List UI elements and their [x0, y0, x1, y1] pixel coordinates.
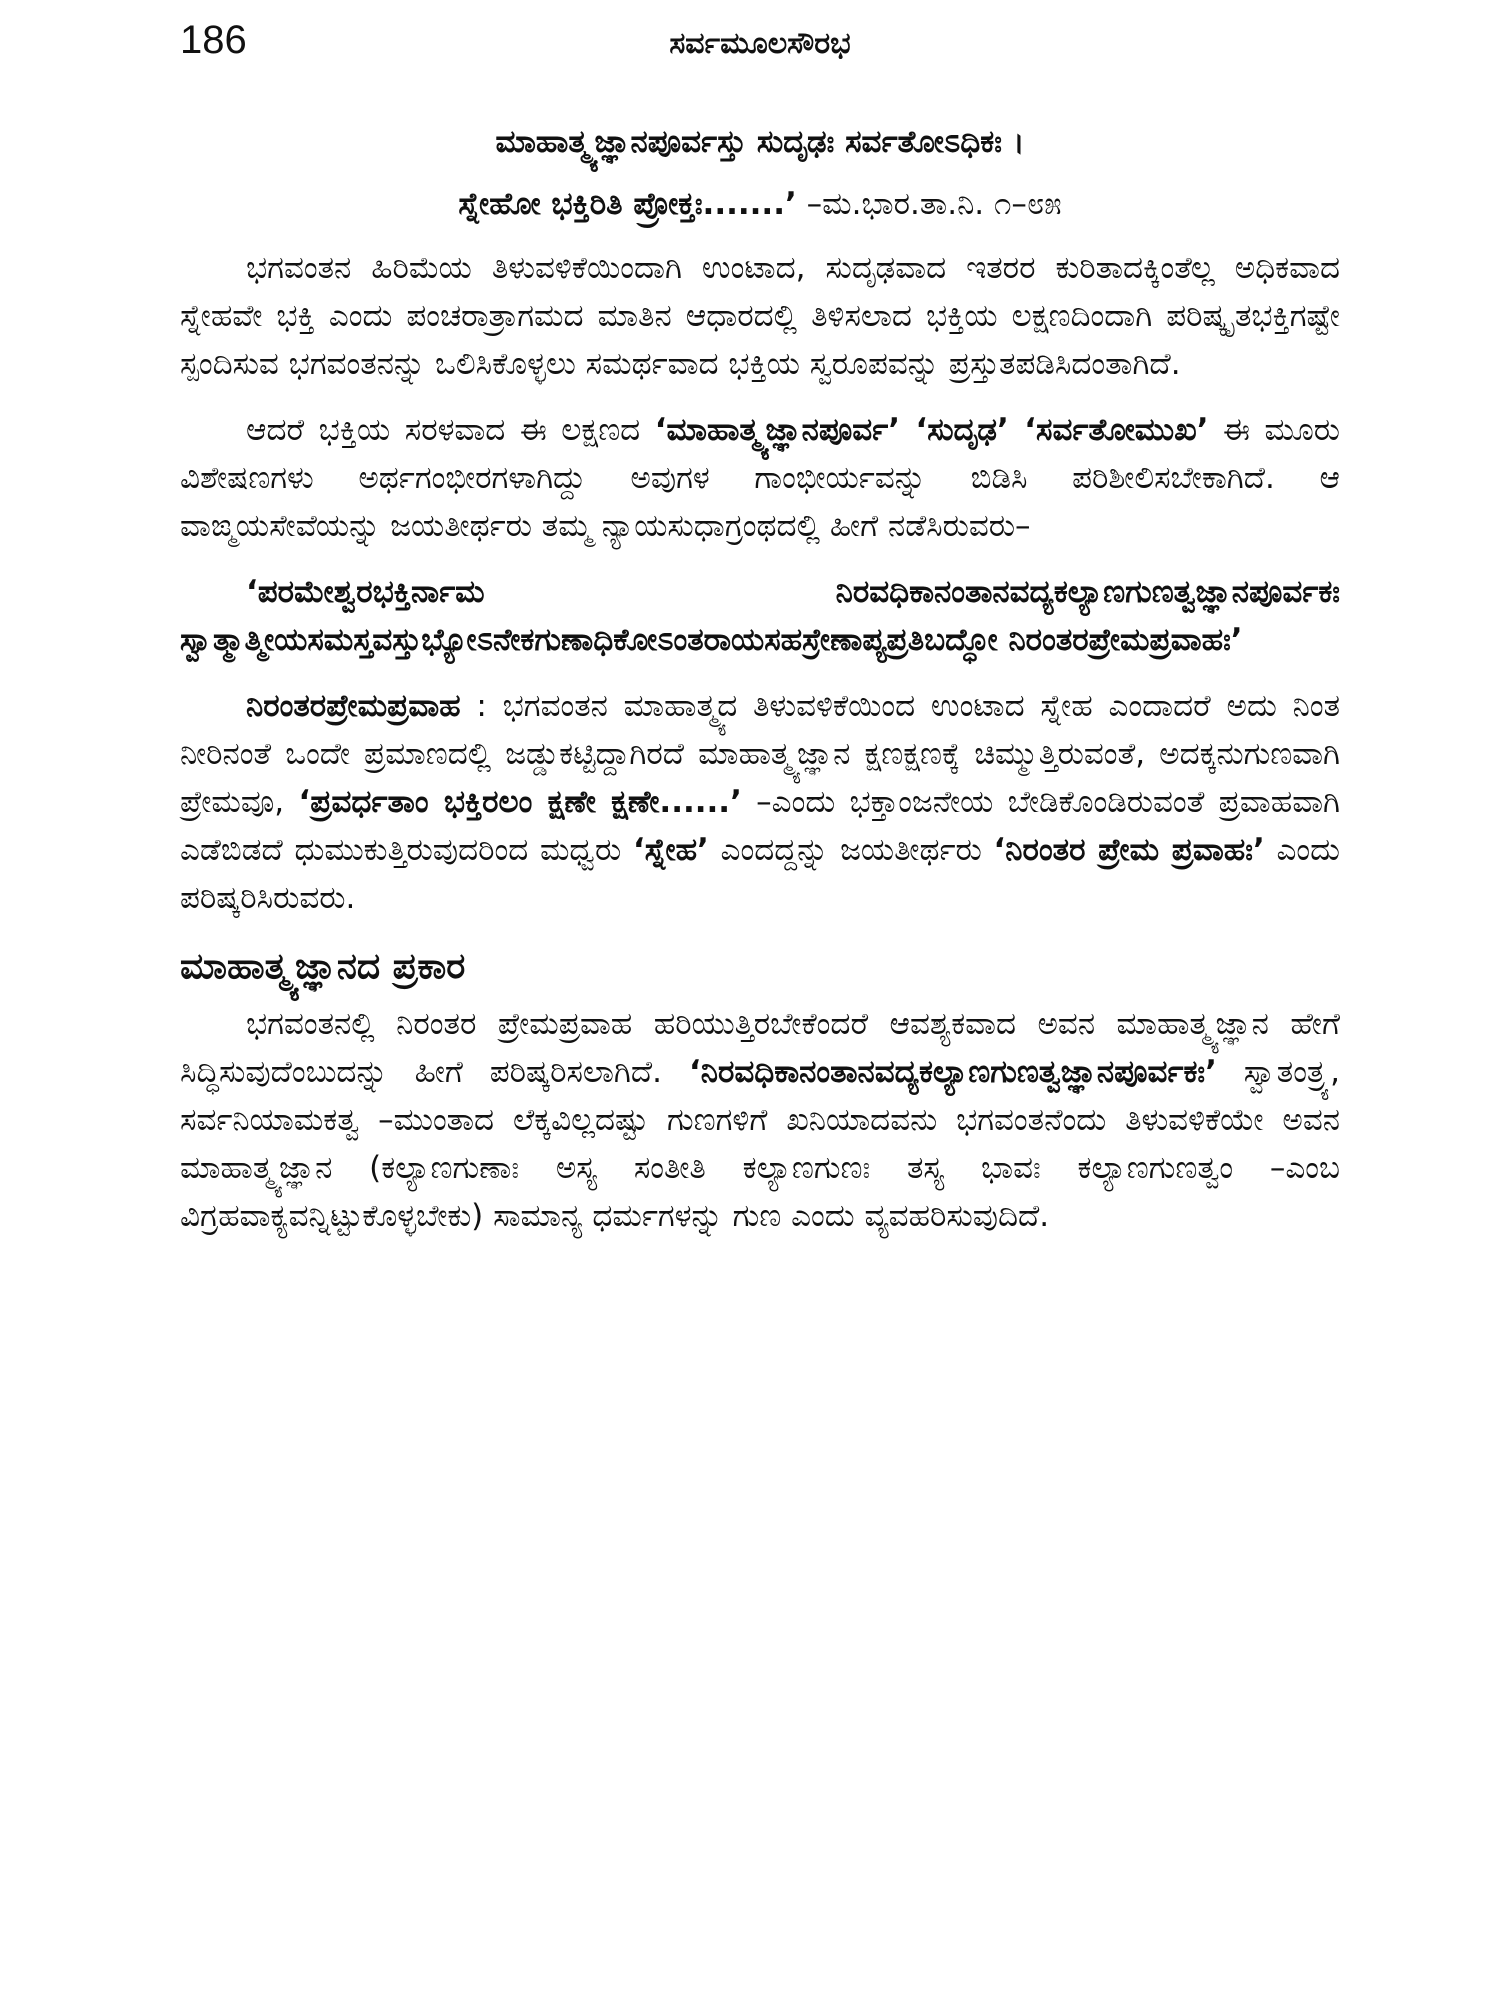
paragraph-4-text-2: ಸ್ವಾತಂತ್ರ್ಯ, ಸರ್ವನಿಯಾಮಕತ್ವ –ಮುಂತಾದ ಲೆಕ್ಕವಿಲ್ಲದಷ್ಟು ಗುಣಗಳಿಗೆ ಖನಿಯಾದವನು ಭಗವಂತನೆಂದು ತಿಳುವಳಿಕೆಯೇ ಅವನ ಮಾಹಾತ್ಮ್ಯಜ್ಞಾನ (ಕಲ್ಯಾಣಗುಣಾಃ ಅಸ್ಯ ಸಂತೀತಿ ಕಲ್ಯಾಣಗುಣಃ ತಸ್ಯ ಭಾವಃ ಕಲ್ಯಾಣಗುಣತ್ವಂ –ಎಂಬ ವಿಗ್ರಹವಾಕ್ಯವನ್ನಿಟ್ಟುಕೊಳ್ಳಬೇಕು) ಸಾಮಾನ್ಯ ಧರ್ಮಗಳನ್ನು ಗುಣ ಎಂದು ವ್ಯವಹರಿಸುವುದಿದೆ. [180, 1054, 1340, 1234]
verse-line-1: ಮಾಹಾತ್ಮ್ಯಜ್ಞಾನಪೂರ್ವಸ್ತು ಸುದೃಢಃ ಸರ್ವತೋಽಧಿಕಃ । [495, 124, 1025, 160]
verse-reference: –ಮ.ಭಾರ.ತಾ.ನಿ. ೧–೮೫ [796, 186, 1062, 222]
paragraph-2 [180, 406, 1340, 550]
paragraph-3-text-3: ಎಂದದ್ದನ್ನು ಜಯತೀರ್ಥರು [708, 832, 994, 868]
paragraph-4-text-1: ಭಗವಂತನಲ್ಲಿ ನಿರಂತರ ಪ್ರೇಮಪ್ರವಾಹ ಹರಿಯುತ್ತಿರಬೇಕೆಂದರೆ ಆವಶ್ಯಕವಾದ ಅವನ ಮಾಹಾತ್ಮ್ಯಜ್ಞಾನ ಹೇಗೆ ಸಿದ್ಧಿಸುವುದೆಂಬುದನ್ನು ಹೀಗೆ ಪರಿಷ್ಕರಿಸಲಾಗಿದೆ. [180, 1006, 1340, 1090]
paragraph-3-text-1: : ಭಗವಂತನ ಮಾಹಾತ್ಮ್ಯದ ತಿಳುವಳಿಕೆಯಿಂದ ಉಂಟಾದ ಸ್ನೇಹ ಎಂದಾದರೆ ಅದು ನಿಂತ ನೀರಿನಂತೆ ಒಂದೇ ಪ್ರಮಾಣದಲ್ಲಿ ಜಡ್ಡುಕಟ್ಟಿದ್ದಾಗಿರದೆ ಮಾಹಾತ್ಮ್ಯಜ್ಞಾನ ಕ್ಷಣಕ್ಷಣಕ್ಕೆ ಚಿಮ್ಮುತ್ತಿರುವಂತೆ, ಅದಕ್ಕನುಗುಣವಾಗಿ ಪ್ರೇಮವೂ, [180, 688, 1340, 820]
paragraph-4 [180, 1000, 1340, 1240]
paragraph-3-sneha: ‘ಸ್ನೇಹ’ [632, 832, 709, 868]
paragraph-3-text-4: ಎಂದು ಪರಿಷ್ಕರಿಸಿರುವರು. [180, 832, 1341, 916]
paragraph-3 [180, 682, 1340, 922]
page-header [0, 0, 1500, 80]
page-content [180, 112, 1340, 1240]
quotation-nyayasudha: ‘ಪರಮೇಶ್ವರಭಕ್ತಿರ್ನಾಮ ನಿರವಧಿಕಾನಂತಾನವದ್ಯಕಲ್ಯಾಣಗುಣತ್ವಜ್ಞಾನಪೂರ್ವಕಃ ಸ್ವಾತ್ಮಾತ್ಮೀಯಸಮಸ್ತವಸ್ತುಭ್ಯೋಽನೇಕಗುಣಾಧಿಕೋಽಂತರಾಯಸಹಸ್ರೇಣಾಪ್ಯಪ್ರತಿಬದ್ಧೋ ನಿರಂತರಪ್ರೇಮಪ್ರವಾಹಃ’ [180, 574, 1340, 658]
paragraph-2-text-1: ಆದರೆ ಭಕ್ತಿಯ ಸರಳವಾದ ಈ ಲಕ್ಷಣದ [246, 412, 655, 448]
paragraph-3-term: ನಿರಂತರಪ್ರೇಮಪ್ರವಾಹ [246, 688, 461, 724]
paragraph-4-bold-term: ‘ನಿರವಧಿಕಾನಂತಾನವದ್ಯಕಲ್ಯಾಣಗುಣತ್ವಜ್ಞಾನಪೂರ್ವಕಃ’ [688, 1054, 1217, 1090]
paragraph-2-bold-terms: ‘ಮಾಹಾತ್ಮ್ಯಜ್ಞಾನಪೂರ್ವ’ ‘ಸುದೃಢ’ ‘ಸರ್ವತೋಮುಖ’ [654, 412, 1209, 448]
running-title: ಸರ್ವಮೂಲಸೌರಭ [669, 26, 851, 61]
paragraph-2-text-2: ಈ ಮೂರು ವಿಶೇಷಣಗಳು ಅರ್ಥಗಂಭೀರಗಳಾಗಿದ್ದು ಅವುಗಳ ಗಾಂಭೀರ್ಯವನ್ನು ಬಿಡಿಸಿ ಪರಿಶೀಲಿಸಬೇಕಾಗಿದೆ. ಆ ವಾಙ್ಮಯಸೇವೆಯನ್ನು ಜಯತೀರ್ಥರು ತಮ್ಮ ನ್ಯಾಯಸುಧಾಗ್ರಂಥದಲ್ಲಿ ಹೀಗೆ ನಡೆಸಿರುವರು– [180, 412, 1341, 544]
paragraph-1: ಭಗವಂತನ ಹಿರಿಮೆಯ ತಿಳುವಳಿಕೆಯಿಂದಾಗಿ ಉಂಟಾದ, ಸುದೃಢವಾದ ಇತರರ ಕುರಿತಾದಕ್ಕಿಂತೆಲ್ಲ ಅಧಿಕವಾದ ಸ್ನೇಹವೇ ಭಕ್ತಿ ಎಂದು ಪಂಚರಾತ್ರಾಗಮದ ಮಾತಿನ ಆಧಾರದಲ್ಲಿ ತಿಳಿಸಲಾದ ಭಕ್ತಿಯ ಲಕ್ಷಣದಿಂದಾಗಿ ಪರಿಷ್ಕೃತಭಕ್ತಿಗಷ್ಟೇ ಸ್ಪಂದಿಸುವ ಭಗವಂತನನ್ನು ಒಲಿಸಿಕೊಳ್ಳಲು ಸಮರ್ಥವಾದ ಭಕ್ತಿಯ ಸ್ವರೂಪವನ್ನು ಪ್ರಸ್ತುತಪಡಿಸಿದಂತಾಗಿದೆ. [180, 250, 1340, 382]
verse-block [180, 112, 1340, 234]
paragraph-3-text-2: –ಎಂದು ಭಕ್ತಾಂಜನೇಯ ಬೇಡಿಕೊಂಡಿರುವಂತೆ ಪ್ರವಾಹವಾಗಿ ಎಡೆಬಿಡದೆ ಧುಮುಕುತ್ತಿರುವುದರಿಂದ ಮಧ್ವರು [180, 784, 1341, 868]
page-number: 186 [180, 18, 247, 62]
verse-line-2-text: ಸ್ನೇಹೋ ಭಕ್ತಿರಿತಿ ಪ್ರೋಕ್ತಃ.......’ [458, 186, 797, 222]
paragraph-3-nirantara: ‘ನಿರಂತರ ಪ್ರೇಮ ಪ್ರವಾಹಃ’ [993, 832, 1265, 868]
verse-line-2 [180, 174, 1340, 234]
paragraph-3-quote: ‘ಪ್ರವರ್ಧತಾಂ ಭಕ್ತಿರಲಂ ಕ್ಷಣೇ ಕ್ಷಣೇ......’ [298, 784, 742, 820]
section-heading: ಮಾಹಾತ್ಮ್ಯಜ್ಞಾನದ ಪ್ರಕಾರ [180, 946, 466, 987]
